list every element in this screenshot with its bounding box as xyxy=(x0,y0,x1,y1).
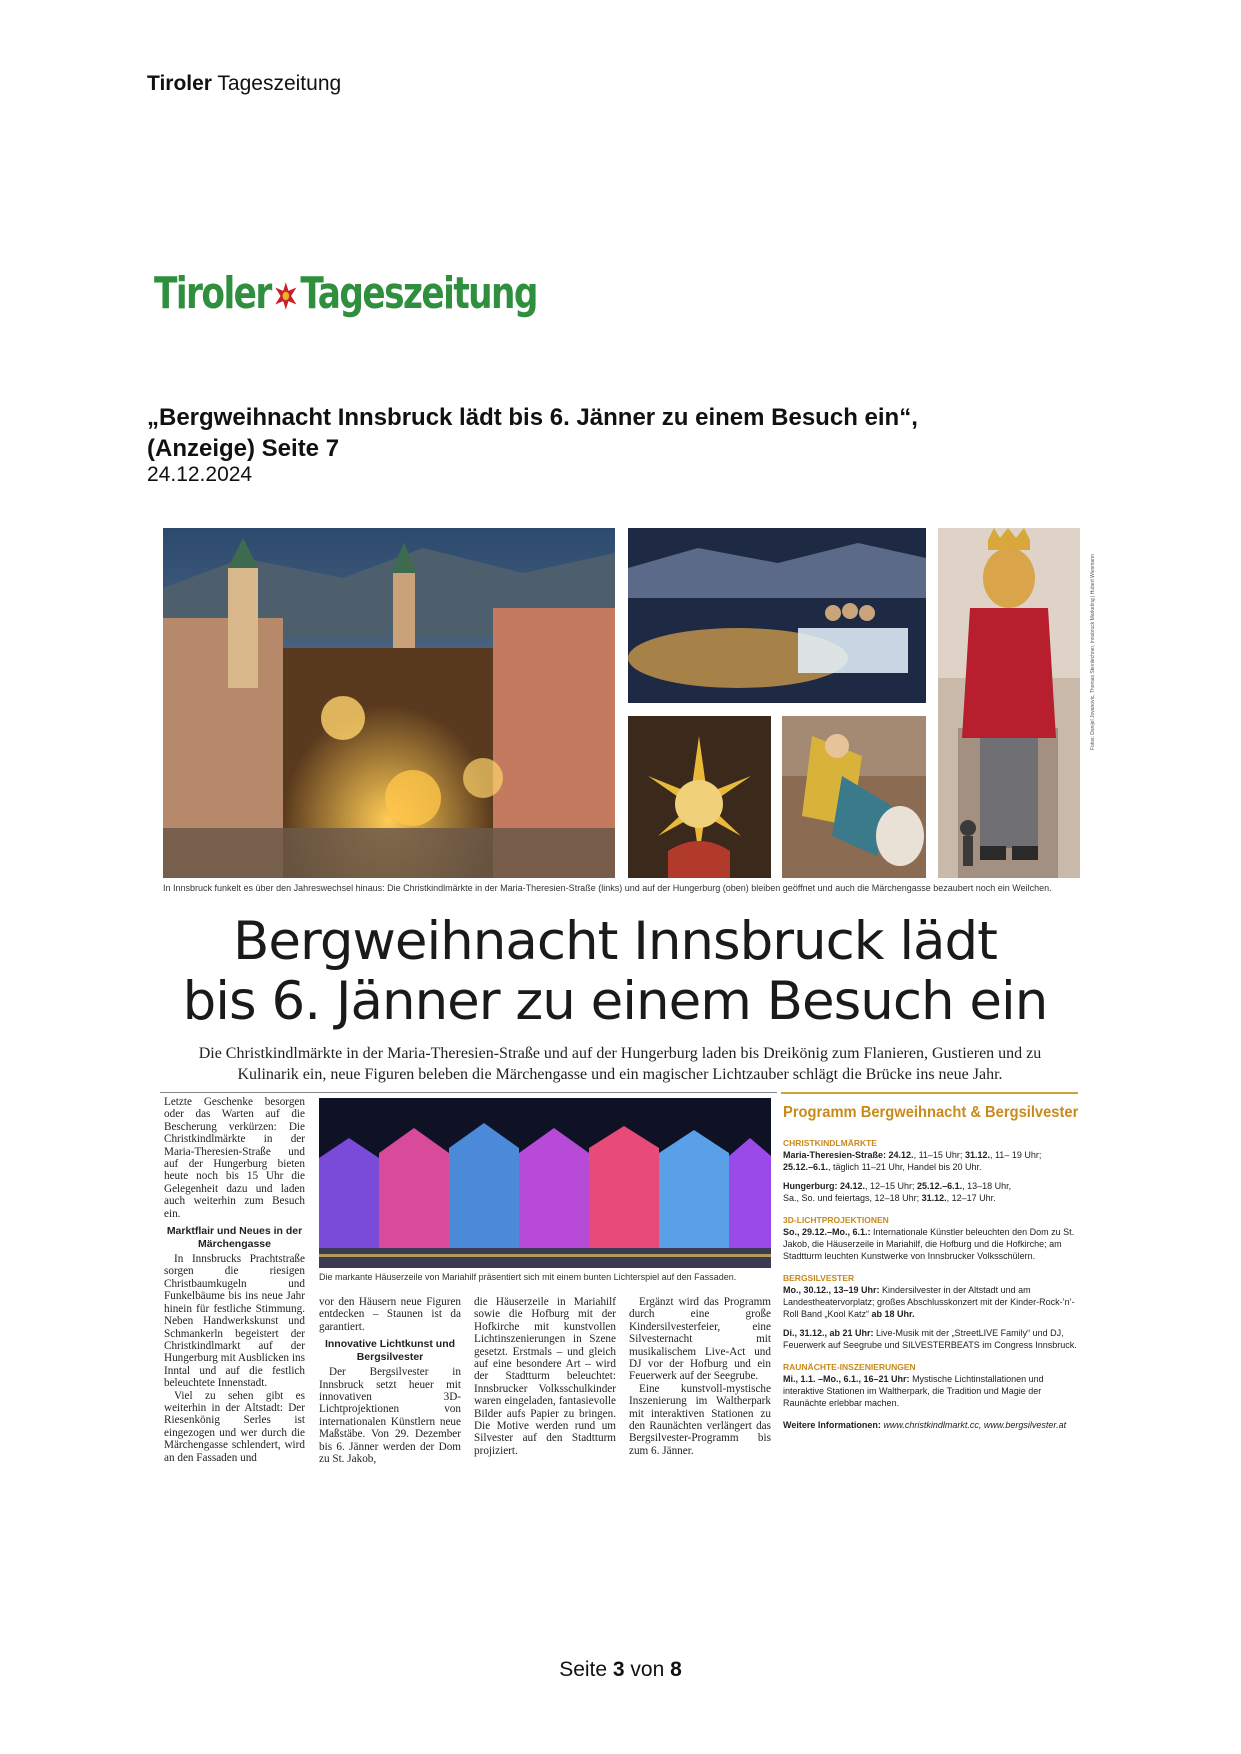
page-number: Seite 3 von 8 xyxy=(559,1658,682,1681)
program-item-silvester-night: Di., 31.12., ab 21 Uhr: Live-Musik mit der „StreetLIVE Family“ und DJ, Feuerwerk auf Seegrube und SILVESTERBEATS im Congress Innsbruck. xyxy=(783,1328,1077,1350)
logo-word-right: Tageszeitung xyxy=(300,267,537,319)
photo-fairy-tale-figures xyxy=(782,716,926,878)
col2-subheading: Innovative Lichtkunst und Bergsilvester xyxy=(324,1338,456,1363)
clipping-headline xyxy=(150,912,1080,1032)
program-divider xyxy=(781,1092,1078,1094)
photo-credit: Fotos: Danijel Jovanovic, Thomas Steinlechner, Innsbruck Marketing | Hubert Wiesmann xyxy=(1090,554,1096,750)
col1-intro: Letzte Geschenke besorgen oder das Warten auf die Bescherung verkürzen: Die Christkindlmärkte in der Maria-Theresien-Straße und auf der Hungerburg bieten heute noch bis 15 Uhr die Gelegenheit dazu und laden auch weiterhin zum Besuch ein. xyxy=(164,1096,305,1220)
col1-paragraph-1: In Innsbrucks Prachtstraße sorgen die riesigen Christbaumkugeln und Funkelbäume bis ins neue Jahr hinein für festliche Stimmung. Neben Handwerkskunst und Schmankerln begeistert der Christkindlmarkt auf der Hungerburg mit Ausblicken ins Inntal und auf die festlich beleuchtete Innenstadt. xyxy=(164,1253,305,1390)
program-item-maria-theresien: Maria-Theresien-Straße: 24.12., 11–15 Uhr; 31.12., 11– 19 Uhr; 25.12.–6.1., täglich 11–21 Uhr, Handel bis 20 Uhr. xyxy=(783,1150,1042,1172)
article-title xyxy=(147,402,1107,464)
col3-paragraph-1: die Häuserzeile in Mariahilf sowie die Hofburg mit der Hofkirche mit kunstvollen Lichtinszenierungen in Szene gesetzt. Erstmals – und gleich auf eine besondere Art – wird der Stadtturm beleuchtet: Innsbrucker Volksschulkinder waren eingeladen, fantasievolle Bilder aufs Papier zu bringen. Die Motive werden rund um Silvester auf den Stadtturm projiziert. xyxy=(474,1296,616,1457)
article-title-line1: „Bergweihnacht Innsbruck lädt bis 6. Jänner zu einem Besuch ein“, xyxy=(147,404,918,431)
divider-rule xyxy=(160,1092,777,1093)
program-item-kids-silvester: Mo., 30.12., 13–19 Uhr: Kindersilvester in der Altstadt und am Landestheatervorplatz; großes Abschlusskonzert mit der Kinder-Rock-’n’-Roll Band „Kool Katz“ ab 18 Uhr. xyxy=(783,1285,1075,1319)
column-1 xyxy=(164,1096,305,1464)
brand-rest: Tageszeitung xyxy=(211,72,342,95)
program-info-links: www.christkindlmarkt.cc, www.bergsilvester.at xyxy=(880,1420,1067,1430)
program-section-markets: CHRISTKINDLMÄRKTE xyxy=(783,1138,877,1148)
headline-line1: Bergweihnacht Innsbruck lädt xyxy=(233,911,997,972)
photo-mariahilf-light-show xyxy=(319,1098,771,1268)
program-section-projections: 3D-LICHTPROJEKTIONEN xyxy=(783,1215,889,1225)
photo-giant-king-serles xyxy=(938,528,1080,878)
logo-word-left: Tiroler xyxy=(154,267,271,319)
photo-christmas-market-street xyxy=(163,528,615,878)
article-title-line2: (Anzeige) Seite 7 xyxy=(147,435,340,462)
program-title: Programm Bergweihnacht & Bergsilvester xyxy=(783,1104,1079,1121)
logo-wordmark xyxy=(154,268,537,319)
program-item-projections: So., 29.12.–Mo., 6.1.: Internationale Künstler beleuchten den Dom zu St. Jakob, die Häuserzeile in Mariahilf, die Hofburg und die Hofkirche; am Stadtturm leuchten Kunstwerke von Innsbrucker Volksschülern. xyxy=(783,1227,1075,1261)
brand-bold: Tiroler xyxy=(147,72,212,95)
photo-sun-figure xyxy=(628,716,771,878)
program-item-hungerburg: Hungerburg: 24.12., 12–15 Uhr; 25.12.–6.1., 13–18 Uhr, Sa., So. und feiertags, 12–18 Uhr; 31.12., 12–17 Uhr. xyxy=(783,1181,1012,1203)
column-4 xyxy=(629,1296,771,1457)
headline-line2: bis 6. Jänner zu einem Besuch ein xyxy=(182,971,1048,1032)
mid-photo-caption: Die markante Häuserzeile von Mariahilf präsentiert sich mit einem bunten Lichterspiel auf den Fassaden. xyxy=(319,1272,737,1282)
col1-subheading: Marktflair und Neues in der Märchengasse xyxy=(166,1225,303,1250)
program-section-raunaechte: RAUNÄCHTE-INSZENIERUNGEN xyxy=(783,1362,916,1372)
photo-caption: In Innsbruck funkelt es über den Jahreswechsel hinaus: Die Christkindlmärkte in der Maria-Theresien-Straße (links) und auf der Hungerburg (oben) bleiben geöffnet und auch die Märchengasse bezaubert noch ein Weilchen. xyxy=(163,883,1052,893)
col4-paragraph-2: Eine kunstvoll-mystische Inszenierung im Waltherpark mit interaktiven Stationen zu den Raunächten verlängert das Bergsilvester-Programm bis zum 6. Jänner. xyxy=(629,1382,771,1457)
photo-hungerburg-view xyxy=(628,528,926,703)
column-2 xyxy=(319,1296,461,1465)
program-list xyxy=(783,1131,1083,1431)
clipping-subline: Die Christkindlmärkte in der Maria-Theresien-Straße und auf der Hungerburg laden bis Dreikönig zum Flanieren, Gustieren und zu Kulinarik ein, neue Figuren beleben die Märchengasse und ein magischer Lichtzauber schlägt die Brücke ins neue Jahr. xyxy=(198,1045,1042,1083)
eagle-icon xyxy=(272,279,299,313)
col1-paragraph-2: Viel zu sehen gibt es weiterhin in der Altstadt: Der Riesenkönig Serles ist eingezogen und wer durch die Märchengasse schlendert, wird an den Fassaden und xyxy=(164,1389,305,1464)
program-more-info: Weitere Informationen: www.christkindlmarkt.cc, www.bergsilvester.at xyxy=(783,1420,1067,1430)
program-item-raunaechte: Mi., 1.1. –Mo., 6.1., 16–21 Uhr: Mystische Lichtinstallationen und interaktive Stationen im Waltherpark, die Tradition und Magie der Raunächte erlebbar machen. xyxy=(783,1374,1044,1408)
col2-paragraph-2: Der Bergsilvester in Innsbruck setzt heuer mit innovativen 3D-Lichtprojektionen von internationalen Künstlern neue Maßstäbe. Von 29. Dezember bis 6. Jänner werden der Dom zu St. Jakob, xyxy=(319,1366,461,1466)
column-3 xyxy=(474,1296,616,1457)
program-section-silvester: BERGSILVESTER xyxy=(783,1273,855,1283)
newspaper-logo xyxy=(154,266,645,320)
article-date: 24.12.2024 xyxy=(147,463,253,486)
col2-paragraph-1: vor den Häusern neue Figuren entdecken – Staunen ist da garantiert. xyxy=(319,1296,461,1333)
col4-paragraph-1: Ergänzt wird das Programm durch eine große Kindersilvesterfeier, eine Silvesternacht mit musikalischem Live-Act und DJ vor der Hofburg und ein Feuerwerk auf der Seegrube. xyxy=(629,1296,771,1383)
header-brand xyxy=(147,72,341,96)
